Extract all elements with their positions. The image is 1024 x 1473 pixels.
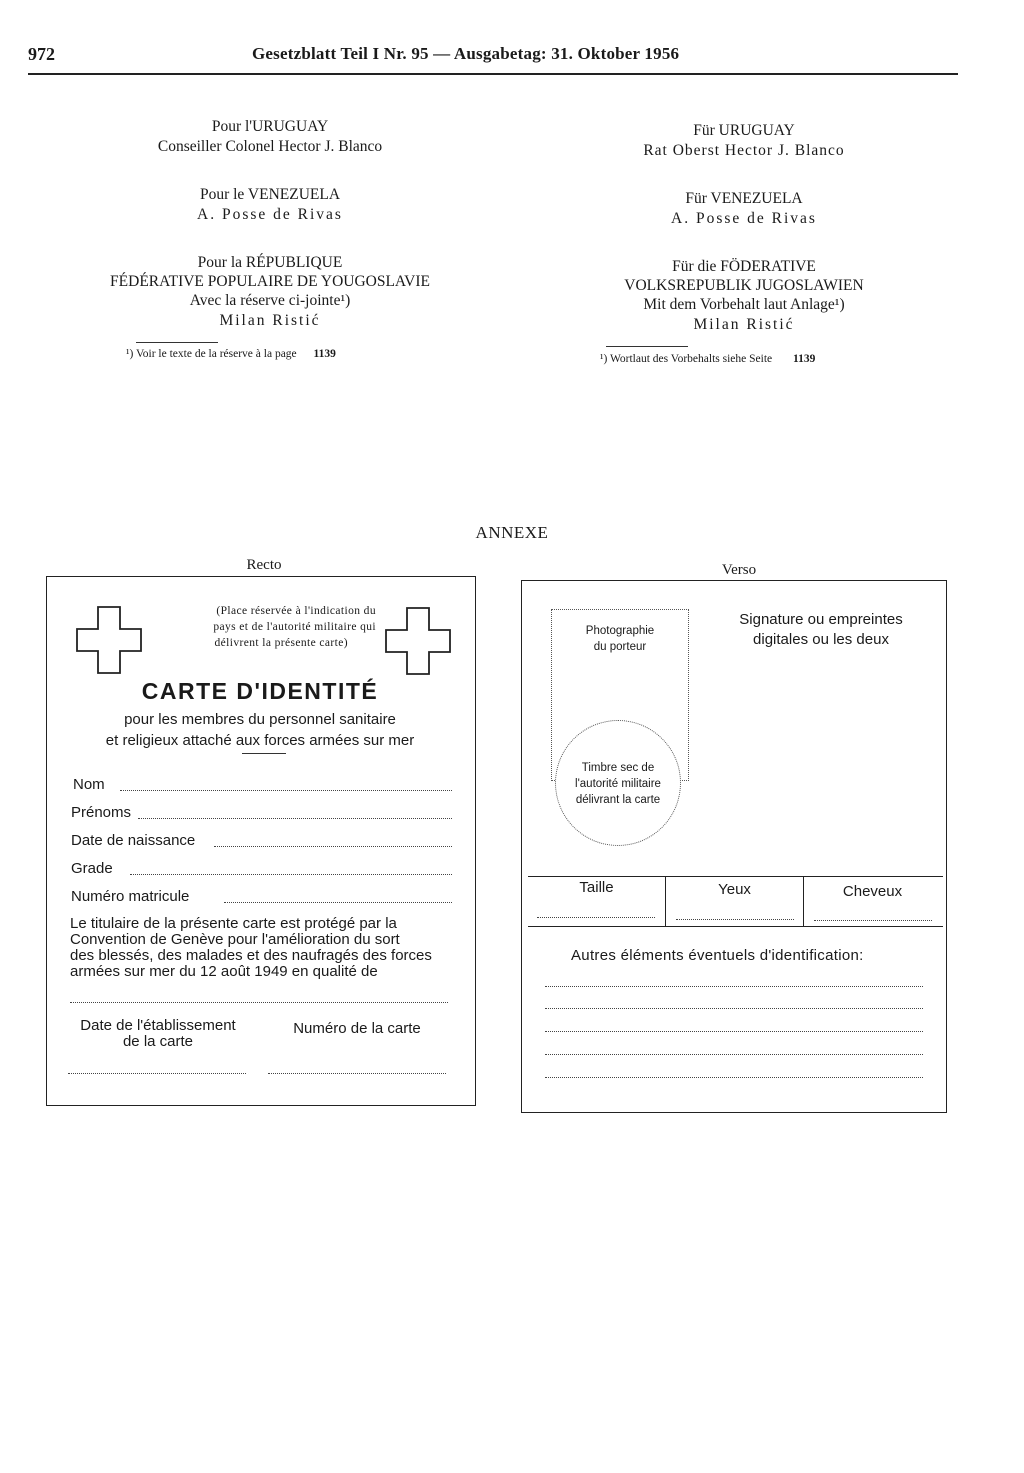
table-top-rule [528,876,943,877]
signer-line: Conseiller Colonel Hector J. Blanco [157,138,383,155]
country-line: Für URUGUAY [693,122,795,139]
field-line-date-naissance [214,846,452,847]
signature-block-uruguay-de [544,121,944,161]
note-line: pays et de l'autorité militaire qui [213,621,376,633]
photo-label [551,623,689,655]
label-line: l'autorité militaire [575,778,661,790]
signer-line: Milan Ristić [693,316,795,333]
field-line-hair [814,920,932,921]
footnote-page: 1139 [313,348,336,360]
country-line: VOLKSREPUBLIK JUGOSLAWIEN [624,277,864,294]
subtitle-line: pour les membres du personnel sanitaire [124,711,396,728]
country-line: Für die FÖDERATIVE [672,258,816,275]
signer-line: A. Posse de Rivas [671,210,817,227]
signer-line: A. Posse de Rivas [197,206,343,223]
verso-label: Verso [721,562,757,578]
country-line: Pour la RÉPUBLIQUE [197,254,343,271]
signature-block-venezuela-fr [70,185,470,225]
card-subtitle [46,709,474,751]
label-line: de la carte [122,1033,194,1050]
red-cross-icon [385,607,451,675]
field-line-grade [130,874,452,875]
label-line: digitales ou les deux [753,631,889,648]
label-line: du porteur [593,641,647,653]
country-line: FÉDÉRATIVE POPULAIRE DE YOUGOSLAVIE [110,273,430,290]
signature-fingerprint-label [704,610,938,650]
field-line-other-3 [545,1031,923,1032]
label-line: Signature ou empreintes [739,611,903,628]
field-line-qualite [70,1002,448,1003]
footnote-text: ¹) Wortlaut des Vorbehalts siehe Seite [600,353,773,365]
paragraph-line: Le titulaire de la présente carte est protégé par la [70,915,397,932]
country-line: Für VENEZUELA [685,190,803,207]
note-line: délivrent la présente carte) [214,637,348,649]
protection-paragraph [70,916,460,980]
reservation-line: Mit dem Vorbehalt laut Anlage¹) [643,296,845,313]
signature-block-venezuela-de [544,189,944,229]
card-number-label: Numéro de la carte [293,1020,421,1037]
card-title: CARTE D'IDENTITÉ [141,678,379,704]
field-line-other-1 [545,986,923,987]
label-line: Photographie [585,625,655,637]
signature-block-yugoslavia-de [534,257,954,335]
table-bottom-rule [528,926,943,927]
page-header-title: Gesetzblatt Teil I Nr. 95 — Ausgabetag: 31. Oktober 1956 [252,44,680,63]
signer-line: Rat Oberst Hector J. Blanco [643,142,845,159]
field-line-other-5 [545,1077,923,1078]
field-line-other-4 [545,1054,923,1055]
divider [242,753,286,754]
eyes-label: Yeux [718,881,751,898]
subtitle-line: et religieux attaché aux forces armées sur mer [105,732,415,749]
red-cross-icon [76,606,142,674]
footnote-fr [126,348,336,360]
field-label-matricule: Numéro matricule [71,888,190,905]
paragraph-line: armées sur mer du 12 août 1949 en qualité de [70,963,378,980]
signer-line: Milan Ristić [219,312,321,329]
signature-block-yugoslavia-fr [60,253,480,331]
country-line: Pour l'URUGUAY [211,118,329,135]
stamp-label [555,760,681,808]
footnote-rule [606,346,688,347]
country-authority-note [150,603,376,651]
issue-date-label [60,1018,256,1050]
field-line-nom [120,790,452,791]
field-line-issue-date [68,1073,246,1074]
field-label-date-naissance: Date de naissance [71,832,196,849]
field-line-height [537,917,655,918]
signature-block-uruguay-fr [70,117,470,157]
field-line-eyes [676,919,794,920]
field-label-prenoms: Prénoms [71,804,132,821]
footnote-text: ¹) Voir le texte de la réserve à la page [126,348,297,360]
country-line: Pour le VENEZUELA [199,186,341,203]
reservation-line: Avec la réserve ci-jointe¹) [189,292,351,309]
field-line-other-2 [545,1008,923,1009]
footnote-rule [136,342,218,343]
paragraph-line: Convention de Genève pour l'amélioration du sort [70,931,400,948]
annex-title: ANNEXE [475,523,549,542]
note-line: (Place réservée à l'indication du [216,605,376,617]
label-line: délivrant la carte [575,794,661,806]
hair-label: Cheveux [842,883,903,900]
header-rule [28,73,958,75]
other-marks-label: Autres éléments éventuels d'identification: [571,947,864,964]
height-label: Taille [579,879,614,896]
page-number: 972 [28,44,55,64]
paragraph-line: des blessés, des malades et des naufragés des forces [70,947,432,964]
footnote-page: 1139 [793,353,816,365]
field-line-card-number [268,1073,446,1074]
field-label-grade: Grade [71,860,113,877]
label-line: Date de l'établissement [80,1017,236,1034]
field-line-matricule [224,902,452,903]
field-line-prenoms [138,818,452,819]
label-line: Timbre sec de [581,762,655,774]
recto-label: Recto [246,557,282,573]
footnote-de [600,353,815,365]
field-label-nom: Nom [73,776,105,793]
